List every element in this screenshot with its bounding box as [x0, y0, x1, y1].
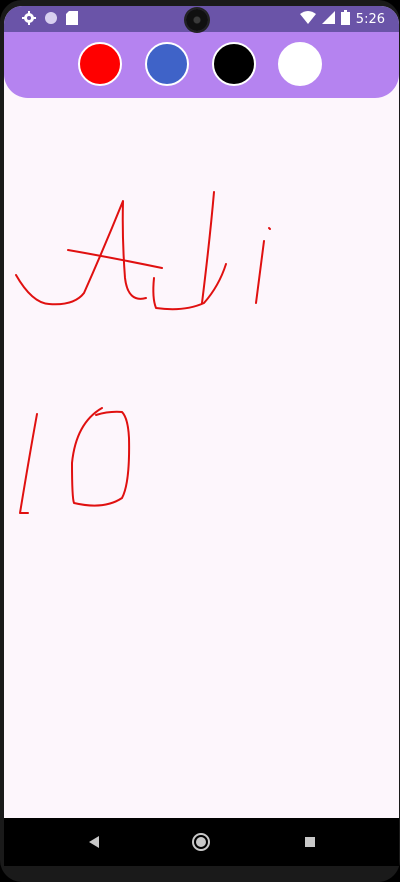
circle-icon — [44, 11, 58, 29]
drawn-stroke — [153, 264, 226, 309]
home-icon[interactable] — [189, 830, 213, 854]
drawn-stroke — [20, 414, 37, 513]
front-camera — [186, 9, 208, 31]
color-toolbar — [4, 32, 399, 98]
back-icon[interactable] — [82, 830, 106, 854]
navigation-bar — [4, 818, 399, 866]
status-time: 5:26 — [355, 12, 385, 27]
drawn-stroke — [68, 250, 162, 268]
color-swatch-white[interactable] — [278, 42, 322, 86]
sd-card-icon — [66, 11, 78, 29]
battery-icon — [341, 10, 350, 29]
drawn-stroke — [269, 228, 270, 229]
settings-icon — [22, 11, 36, 29]
color-swatch-black[interactable] — [212, 42, 256, 86]
drawing-canvas[interactable] — [4, 98, 399, 818]
signal-icon — [322, 11, 335, 28]
drawn-stroke — [202, 192, 214, 303]
color-swatch-red[interactable] — [78, 42, 122, 86]
drawn-stroke — [256, 241, 264, 303]
wifi-icon — [300, 11, 316, 28]
color-swatch-blue[interactable] — [145, 42, 189, 86]
recents-icon[interactable] — [298, 830, 322, 854]
drawn-stroke — [72, 408, 129, 506]
app-screen — [4, 6, 399, 866]
